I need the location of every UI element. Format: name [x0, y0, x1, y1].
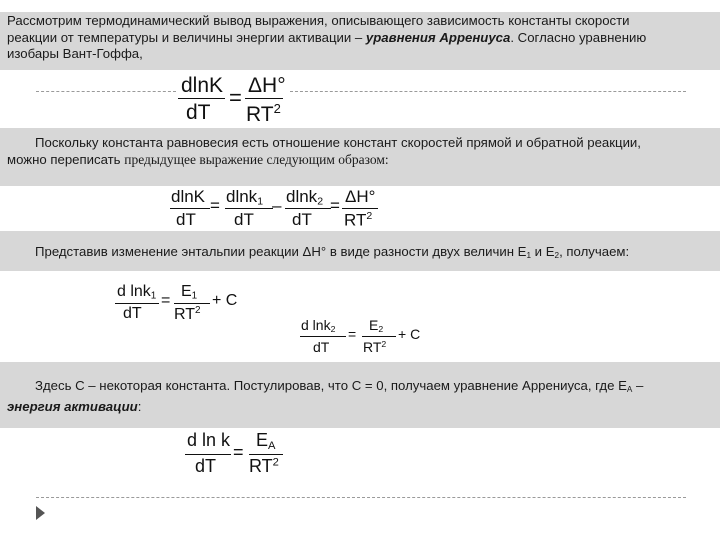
exponent: 2 [195, 305, 201, 316]
text: и E [531, 244, 555, 259]
text: – [632, 378, 644, 393]
paragraph-1-line-3: изобары Вант-Гоффа, [7, 46, 143, 61]
exponent: 2 [381, 339, 387, 349]
text: RT [246, 102, 274, 126]
eq1-denominator-right [246, 101, 281, 127]
eq1-fraction-bar-right [245, 98, 283, 99]
text: . Согласно уравнению [510, 29, 647, 45]
eq4-plus-c: + C [398, 326, 421, 342]
eq4-bar-left [300, 336, 346, 337]
divider-1 [36, 91, 176, 92]
text: можно переписать [7, 151, 125, 167]
eq2-den-4 [344, 210, 372, 230]
eq2-den-1: dT [176, 210, 196, 229]
eq2-minus: – [272, 196, 282, 215]
subscript: 1 [150, 290, 157, 302]
eq1-numerator-right: ΔH° [248, 74, 286, 97]
text: d lnk [301, 317, 331, 333]
eq2-num-4: ΔH° [345, 187, 376, 206]
eq4-den-left: dT [313, 339, 330, 355]
subscript: 1 [257, 195, 264, 208]
text: RT [363, 339, 382, 356]
exponent: 2 [366, 210, 373, 222]
paragraph-2-line-2 [7, 152, 717, 169]
text: : [137, 398, 142, 414]
subscript: 2 [330, 324, 336, 335]
eq5-num-left: d ln k [187, 430, 231, 450]
text: RT [249, 456, 273, 476]
text: , получаем: [559, 244, 630, 259]
eq5-num-right [256, 430, 275, 452]
text: реакции от температуры и величины энергии активации – [7, 29, 366, 45]
paragraph-3 [35, 244, 715, 265]
text-serif: предыдущее выражение следующим образом: [124, 151, 389, 167]
subscript: 1 [191, 290, 198, 302]
subscript: 1 [526, 251, 532, 261]
eq3-num-right [181, 283, 197, 301]
subscript: A [268, 439, 276, 452]
eq1-equals: = [229, 85, 242, 110]
eq4-den-right [363, 339, 386, 355]
eq4-equals: = [348, 326, 357, 342]
eq4-num-left [301, 317, 335, 334]
eq1-fraction-bar-left [178, 98, 225, 99]
eq2-num-3 [286, 187, 323, 208]
eq2-den-2: dT [234, 210, 254, 229]
eq2-den-3: dT [292, 210, 312, 229]
eq3-den-left: dT [123, 305, 142, 322]
eq4-bar-right [362, 336, 396, 337]
eq1-denominator-left: dT [186, 101, 211, 124]
term-arrhenius-equation: уравнения Аррениуса [365, 29, 511, 45]
paragraph-2-line-1: Поскольку константа равновесия есть отношение констант скоростей прямой и обратной реакции, [35, 135, 641, 150]
eq3-num-left [117, 283, 156, 301]
eq1-numerator-left: dlnK [181, 74, 224, 97]
exponent: 2 [273, 101, 281, 116]
text: dlnk [286, 187, 318, 206]
text: Здесь C – некоторая константа. Постулировав, что C = 0, получаем уравнение Аррениуса, где E [35, 378, 627, 393]
paragraph-1-line-1: Рассмотрим термодинамический вывод выражения, описывающего зависимость константы скорости [7, 13, 630, 28]
term-activation-energy: энергия активации [7, 398, 138, 414]
eq2-equals-1: = [210, 196, 220, 215]
subscript: 2 [554, 251, 560, 261]
text: E [256, 430, 269, 450]
eq5-equals: = [233, 442, 244, 462]
subscript: 2 [317, 195, 324, 208]
eq3-den-right [174, 305, 201, 324]
paragraph-4-line-1 [7, 378, 717, 399]
eq3-equals: = [161, 292, 171, 309]
text: RT [344, 210, 367, 230]
eq2-equals-2: = [330, 196, 340, 215]
triangle-right-icon[interactable] [36, 506, 45, 520]
paragraph-1 [7, 13, 717, 63]
divider-bottom [36, 497, 686, 498]
paragraph-1-line-2 [7, 30, 717, 47]
text: Представив изменение энтальпии реакции ΔH° в виде разности двух величин E [35, 244, 527, 259]
paragraph-2 [7, 135, 717, 168]
eq4-num-right [369, 317, 383, 334]
eq2-num-2 [226, 187, 263, 208]
paragraph-4-line-2 [7, 399, 717, 416]
subscript: 2 [378, 324, 384, 335]
eq3-plus-c: + C [212, 292, 238, 309]
text: d lnk [117, 283, 151, 300]
eq5-den-right [249, 456, 279, 477]
text: dlnk [226, 187, 258, 206]
divider-1b [290, 91, 686, 92]
text: E [369, 317, 379, 333]
eq2-num-1: dlnK [171, 187, 206, 206]
eq5-den-left: dT [195, 456, 217, 476]
exponent: 2 [272, 456, 279, 469]
text: E [181, 283, 192, 300]
text: RT [174, 305, 196, 323]
paragraph-4 [7, 378, 717, 415]
subscript: A [626, 385, 633, 395]
